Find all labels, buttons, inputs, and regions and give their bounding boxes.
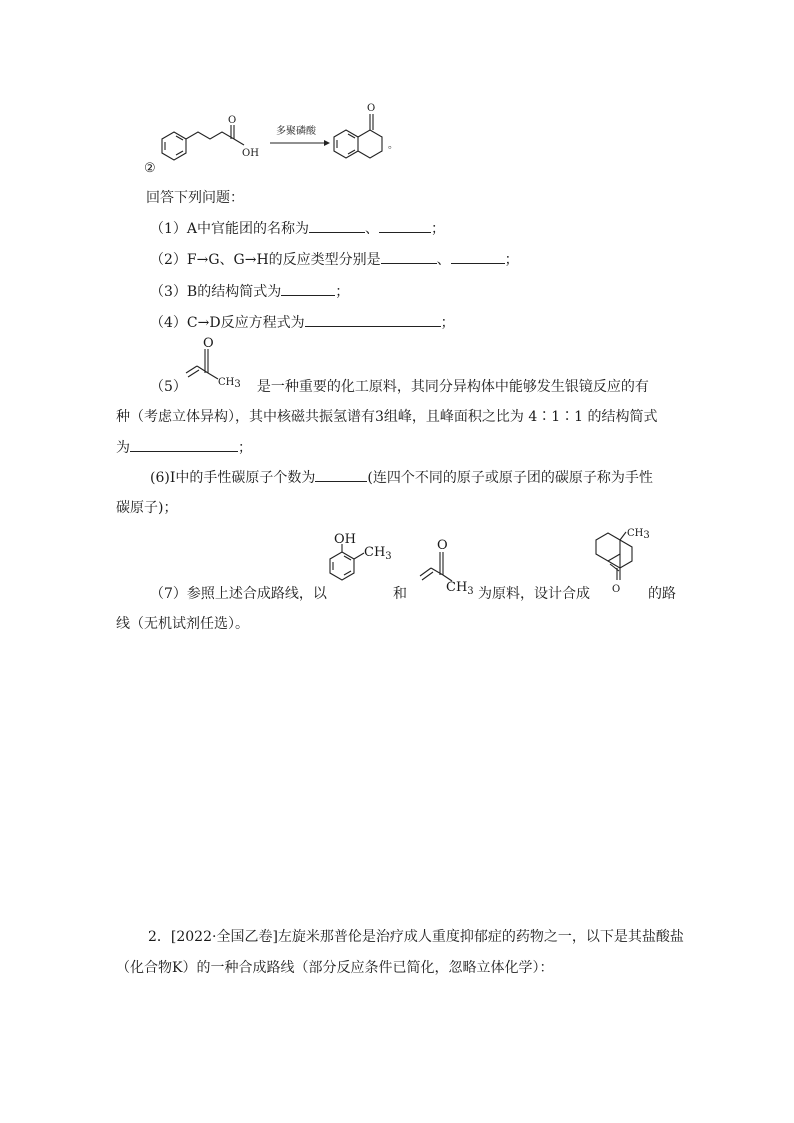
octalone-svg — [586, 522, 652, 602]
question-7-text-a: （7）参照上述合成路线，以 — [150, 586, 327, 602]
question-7-text-and: 和 — [393, 586, 407, 602]
question-3-text: （3）B的结构简式为 — [150, 284, 282, 300]
question-2-text: （2）F→G、G→H的反应类型分别是 — [150, 252, 381, 268]
q5-ch3-label: CH3 — [218, 377, 241, 390]
answer-blank-2a[interactable] — [381, 249, 437, 264]
question-5-num: （5） — [150, 379, 187, 395]
answer-blank-1a[interactable] — [309, 218, 365, 233]
ketone-o-label: O — [367, 103, 376, 114]
question-7-text-b: 为原料，设计合成 — [478, 586, 590, 602]
question-4 — [150, 312, 455, 333]
o-cresol-svg — [322, 530, 394, 600]
question-5-text-1: 是一种重要的化工原料，其同分异构体中能够发生银镜反应的有 — [256, 379, 649, 395]
question-5-line-2: 种（考虑立体异构），其中核磁共振氢谱有3组峰，且峰面积之比为 4∶1∶1 的结构简式 — [116, 409, 658, 425]
question-1 — [150, 218, 445, 239]
benzene-ring-icon — [162, 132, 186, 160]
q5-o-label: O — [203, 336, 214, 351]
arrow-head-icon — [324, 140, 330, 146]
reaction-index: ② — [144, 161, 156, 176]
problem-2-line-1: 2．[2022·全国乙卷]左旋米那普伦是治疗成人重度抑郁症的药物之一，以下是其盐酸盐 — [148, 929, 684, 945]
question-1-text: （1）A中官能团的名称为 — [150, 221, 310, 237]
q7-phenol-oh: OH — [334, 532, 356, 547]
question-6-text-1b: (连四个不同的原子或原子团的碳原子称为手性 — [367, 470, 653, 486]
alkyl-chain — [186, 132, 234, 139]
q7-phenol-ch3: $CH_3$ — [364, 545, 392, 562]
reaction-scheme-svg — [140, 92, 400, 182]
question-5-line-1 — [150, 377, 649, 397]
q7-phenol-structure — [322, 530, 394, 600]
question-5-text-3b: ； — [238, 440, 252, 456]
question-4-text: （4）C→D反应方程式为 — [150, 315, 305, 331]
question-3 — [150, 281, 349, 302]
q7-target-structure — [586, 522, 652, 602]
answer-blank-1b[interactable] — [379, 218, 431, 233]
question-5-text-3a: 为 — [116, 440, 130, 456]
question-4-end: ； — [440, 315, 455, 331]
question-3-end: ； — [335, 284, 350, 300]
acid-oh-label: OH — [242, 148, 259, 159]
question-7-text-c: 的路 — [648, 586, 676, 602]
question-1-end: ； — [431, 221, 446, 237]
problem-2-line-2: （化合物K）的一种合成路线（部分反应条件已简化，忽略立体化学）： — [116, 960, 554, 976]
question-5-line-3 — [116, 437, 252, 458]
answer-blank-5[interactable] — [130, 437, 238, 452]
reaction-period: 。 — [388, 140, 398, 151]
q7-target-ch3: CH3 — [627, 528, 650, 541]
question-2-end: ； — [504, 252, 519, 268]
question-6-line-1 — [150, 467, 653, 488]
reagent-label: 多聚磷酸 — [276, 126, 316, 137]
q7-enone-o: O — [437, 538, 448, 553]
answer-blank-3[interactable] — [281, 281, 335, 296]
answer-blank-6[interactable] — [315, 467, 367, 482]
reaction-scheme — [140, 92, 400, 182]
answer-prompt: 回答下列问题： — [146, 190, 244, 206]
acid-o-label: O — [228, 115, 237, 126]
question-2 — [150, 249, 519, 270]
tetralone-structure — [334, 114, 382, 158]
question-6-text-1a: (6)I中的手性碳原子个数为 — [150, 470, 316, 486]
question-6-line-2: 碳原子)； — [116, 500, 178, 516]
q7-enone-ch3: $CH_3$ — [446, 580, 474, 597]
answer-blank-4[interactable] — [305, 312, 441, 327]
answer-blank-2b[interactable] — [451, 249, 505, 264]
q7-target-o: O — [612, 584, 621, 595]
question-2-sep: 、 — [436, 252, 451, 268]
question-7-line-2: 线（无机试剂任选）。 — [116, 616, 249, 632]
question-1-sep: 、 — [365, 221, 380, 237]
